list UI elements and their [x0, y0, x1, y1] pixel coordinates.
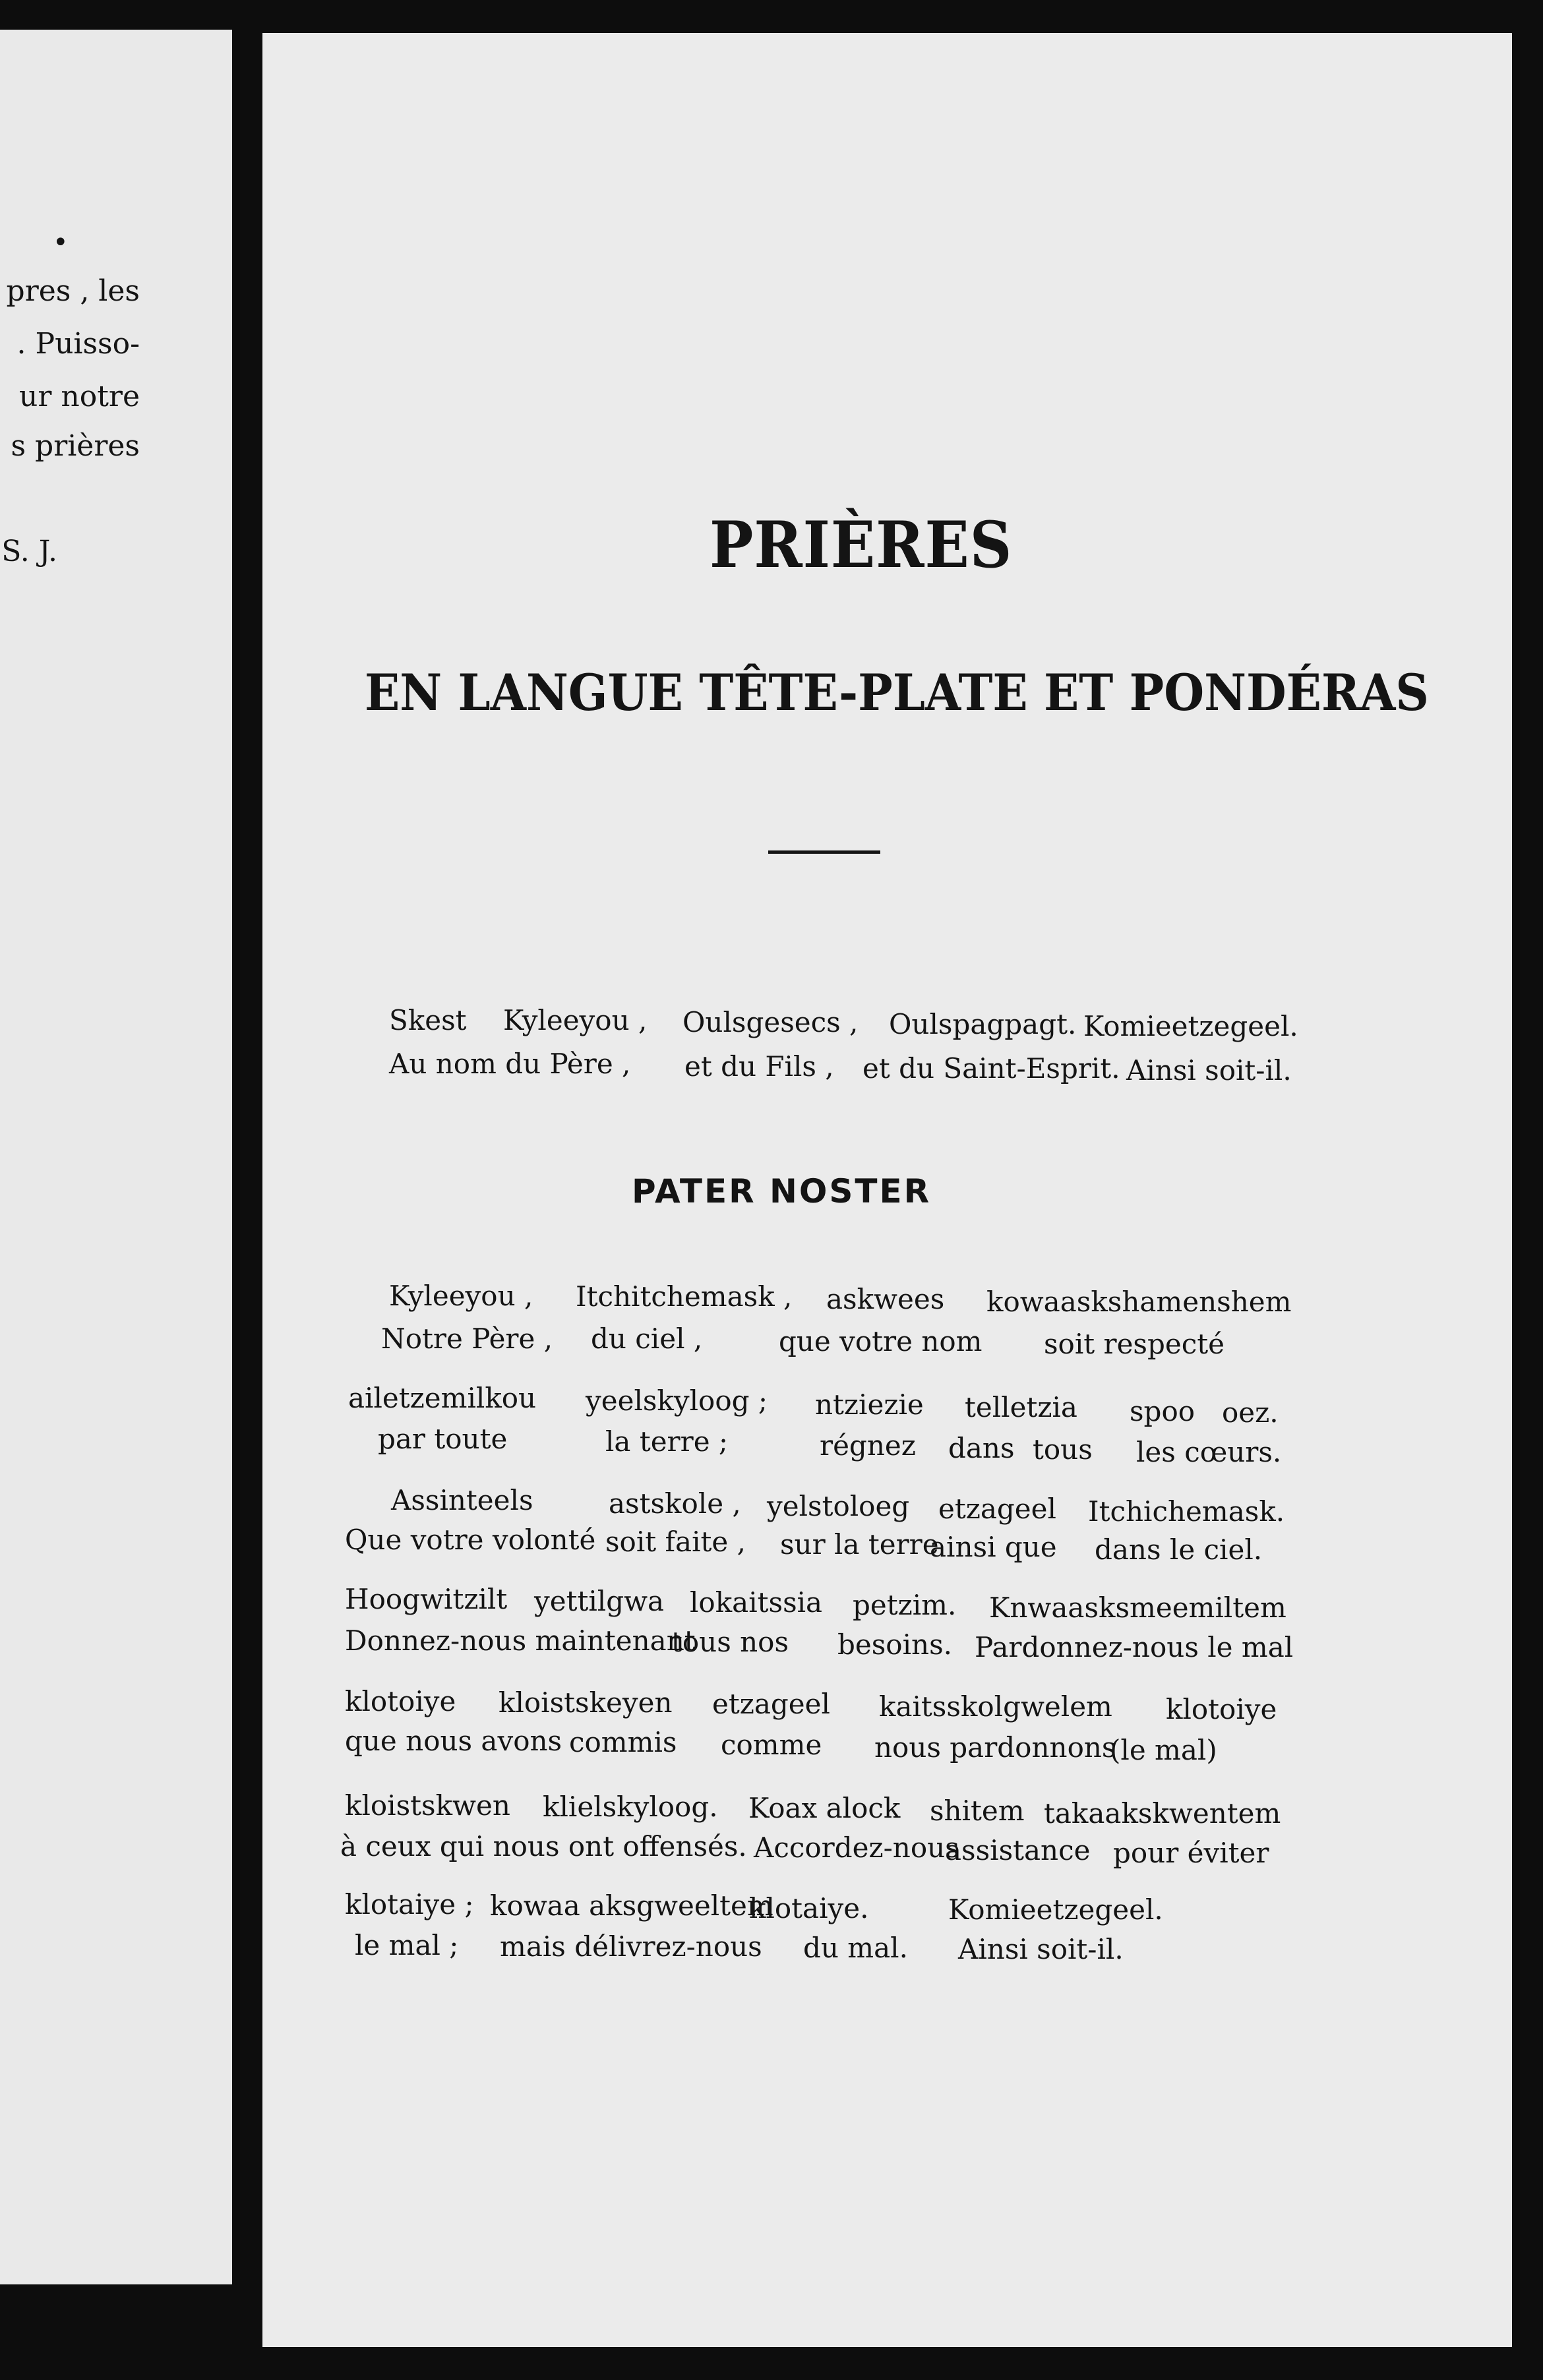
word: yettilgwa [534, 1585, 665, 1617]
word: et du Saint-Esprit. [862, 1052, 1120, 1085]
word: petzim. [853, 1589, 957, 1621]
left-page-line: s prières [11, 429, 140, 463]
word: kloistskeyen [499, 1686, 673, 1719]
word: Au nom du Père , [389, 1048, 631, 1080]
word: régnez [820, 1429, 916, 1462]
word: Hoogwitzilt [345, 1583, 508, 1615]
divider-rule [768, 850, 880, 854]
word: les cœurs. [1136, 1436, 1282, 1468]
section-heading: PATER NOSTER [632, 1172, 932, 1210]
word: Knwaasksmeemiltem [989, 1592, 1286, 1624]
word: oez. [1222, 1396, 1279, 1429]
word: le mal ; [355, 1929, 459, 1961]
right-page [262, 33, 1512, 2347]
word: lokaitssia [690, 1586, 823, 1619]
word: ainsi que [930, 1531, 1057, 1563]
left-page-line: . Puisso- [16, 327, 140, 361]
word: Donnez-nous maintenant [345, 1624, 696, 1657]
word: spoo [1130, 1395, 1195, 1427]
word: etzageel [712, 1688, 830, 1720]
word: Komieetzegeel. [948, 1893, 1163, 1926]
ink-dot: • [53, 227, 69, 258]
page-title: PRIÈRES [710, 508, 1013, 582]
word: kloistskwen [345, 1789, 510, 1822]
word: soit respecté [1044, 1328, 1225, 1360]
word: à ceux qui nous ont offensés. [340, 1830, 747, 1862]
word: Que votre volonté [345, 1524, 596, 1556]
word: Itchichemask. [1088, 1495, 1285, 1528]
word: yelstoloeg [767, 1490, 910, 1522]
page-subtitle: EN LANGUE TÊTE-PLATE ET PONDÉRAS [365, 663, 1429, 722]
word: Oulspagpagt. [889, 1008, 1077, 1040]
word: kowaa aksgweeltem [490, 1889, 773, 1922]
word: dans [948, 1432, 1015, 1464]
left-page-line: pres , les [6, 274, 140, 308]
word: que nous avons [345, 1725, 562, 1757]
word: commis [569, 1726, 677, 1758]
word: sur la terre [780, 1528, 939, 1561]
word: la terre ; [605, 1425, 729, 1458]
word: soit faite , [605, 1526, 746, 1558]
word: besoins. [837, 1628, 952, 1661]
word: du ciel , [591, 1323, 703, 1355]
word: Ainsi soit-il. [958, 1933, 1124, 1965]
left-facing-page [0, 30, 232, 2284]
word: que votre nom [779, 1325, 983, 1357]
word: ntziezie [815, 1388, 924, 1421]
word: Notre Père , [381, 1323, 553, 1355]
word: yeelskyloog ; [586, 1384, 768, 1417]
word: Pardonnez-nous le mal [975, 1631, 1294, 1663]
word: assistance [945, 1834, 1091, 1866]
word: telletzia [965, 1391, 1077, 1423]
word: kowaaskshamenshem [986, 1286, 1292, 1318]
word: Oulsgesecs , [682, 1006, 859, 1038]
word: nous pardonnons [874, 1731, 1116, 1764]
word: par toute [378, 1423, 508, 1455]
word: tous nos [671, 1626, 789, 1658]
word: klotaiye ; [345, 1888, 474, 1920]
word: tous [1033, 1433, 1093, 1466]
word: Komieetzegeel. [1083, 1010, 1298, 1042]
word: askwees [826, 1283, 945, 1315]
word: Assinteels [391, 1484, 533, 1516]
word: Itchitchemask , [576, 1280, 793, 1313]
word: astskole , [609, 1487, 741, 1520]
word: pour éviter [1113, 1837, 1269, 1869]
word: du mal. [803, 1932, 908, 1964]
word: kaitsskolgwelem [879, 1690, 1112, 1723]
word: etzageel [938, 1493, 1056, 1525]
word: Kyleeyou , [389, 1280, 533, 1312]
word: mais délivrez-nous [500, 1930, 762, 1963]
word: klielskyloog. [543, 1791, 718, 1823]
left-page-line: ur notre [19, 380, 140, 413]
word: comme [721, 1729, 822, 1761]
word: ailetzemilkou [348, 1382, 537, 1414]
left-page-line: S. J. [1, 535, 57, 568]
word: dans le ciel. [1095, 1533, 1263, 1566]
word: klotaiye. [749, 1892, 869, 1924]
word: et du Fils , [684, 1050, 834, 1083]
word: Koax alock [748, 1792, 901, 1824]
word: (le mal) [1110, 1734, 1217, 1766]
word: Kyleeyou , [503, 1004, 648, 1036]
word: Accordez-nous [754, 1831, 959, 1864]
word: shitem [930, 1795, 1025, 1827]
word: klotoiye [345, 1685, 456, 1717]
word: takaakskwentem [1044, 1797, 1281, 1830]
word: Ainsi soit-il. [1126, 1054, 1292, 1086]
word: klotoiye [1166, 1693, 1277, 1725]
word: Skest [389, 1004, 467, 1036]
